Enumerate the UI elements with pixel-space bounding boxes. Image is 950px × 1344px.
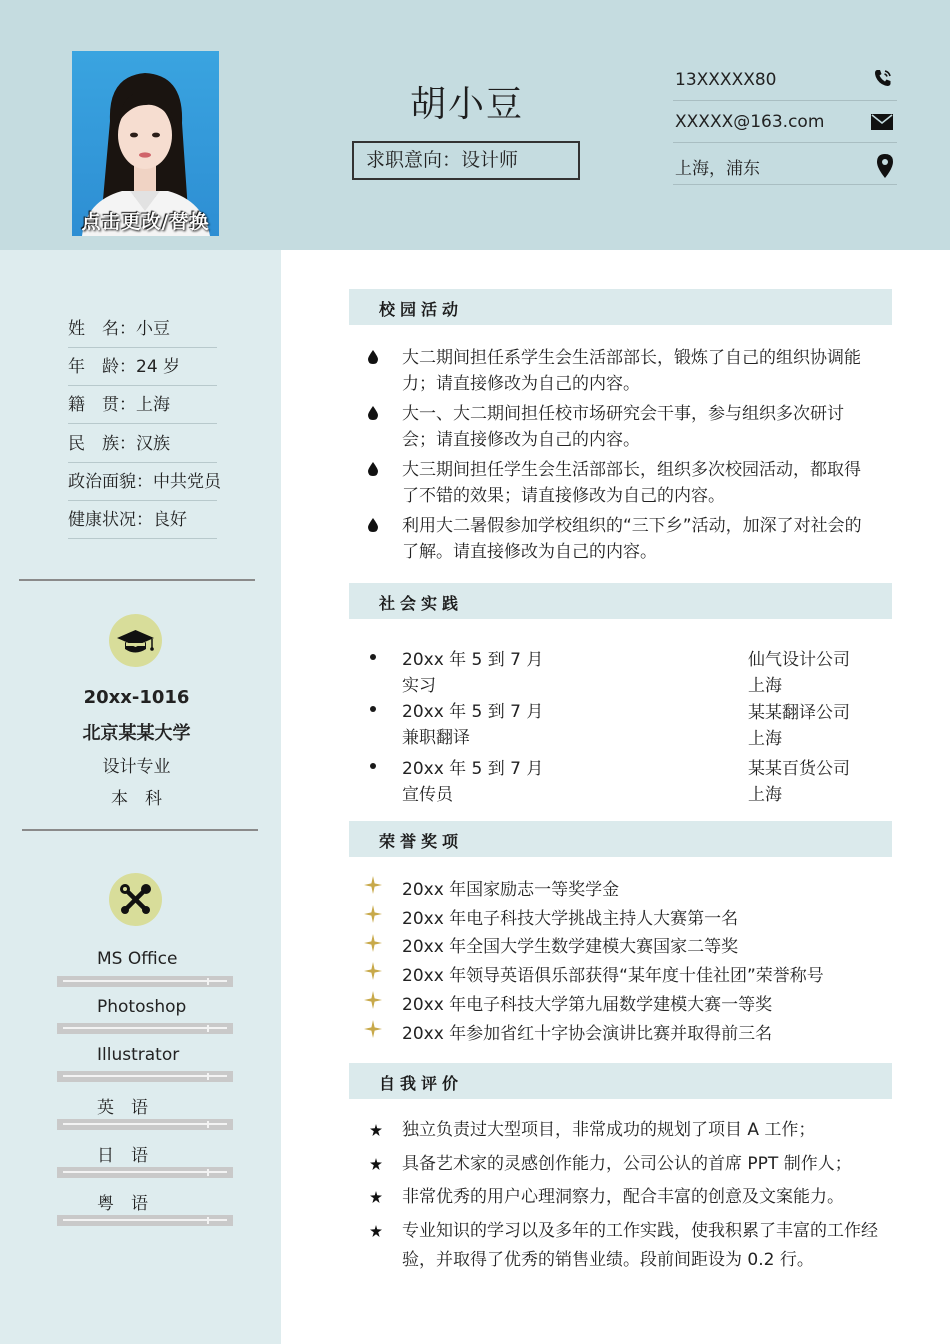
mail-icon [871, 114, 893, 135]
drop-bullet-icon [368, 406, 378, 420]
skill-level-knob [207, 1169, 209, 1176]
skill-name: 日 语 [97, 1146, 148, 1166]
photo-change-caption[interactable]: 点击更改/替换 [81, 211, 210, 233]
section-header-honors [349, 821, 892, 857]
skill-level-bar [57, 1119, 233, 1130]
asterisk-bullet-icon [370, 1158, 382, 1170]
skill-level-knob [207, 1025, 209, 1032]
skill-name: 英 语 [97, 1098, 148, 1118]
info-health: 健康状况：良好 [68, 500, 217, 539]
contact-location-row [673, 142, 897, 185]
practice-bullet [370, 654, 376, 660]
skill-name: 粤 语 [97, 1194, 148, 1214]
section-title: 社会实践 [379, 594, 464, 613]
skill-name: Photoshop [97, 997, 187, 1017]
self-eval-item: 独立负责过大型项目，非常成功的规划了项目 A 工作； [402, 1120, 816, 1140]
honor-item: 20xx 年国家励志一等奖学金 [402, 880, 620, 900]
practice-company: 某某翻译公司 [748, 703, 850, 723]
section-header-campus [349, 289, 892, 325]
drop-bullet-icon [368, 462, 378, 476]
star-bullet-icon [364, 991, 382, 1009]
info-age: 年 龄：24 岁 [68, 347, 217, 386]
skill-level-bar [57, 976, 233, 987]
skill-level-knob [207, 978, 209, 985]
tools-icon [109, 873, 162, 926]
skill-name: Illustrator [97, 1045, 180, 1065]
section-header-self-eval [349, 1063, 892, 1099]
practice-city: 上海 [748, 785, 782, 805]
contact-phone-text: 13XXXXX80 [675, 70, 777, 90]
practice-period: 20xx 年 5 到 7 月 [402, 702, 544, 722]
drop-bullet-icon [368, 518, 378, 532]
contact-email-row [673, 100, 897, 143]
honor-item: 20xx 年全国大学生数学建模大赛国家二等奖 [402, 937, 739, 957]
asterisk-bullet-icon [370, 1124, 382, 1136]
info-name: 姓 名：小豆 [68, 309, 217, 348]
contact-phone-row [673, 58, 897, 101]
practice-period: 20xx 年 5 到 7 月 [402, 650, 544, 670]
practice-role: 兼职翻译 [402, 728, 470, 748]
section-title: 自我评价 [379, 1074, 464, 1093]
phone-icon [873, 68, 893, 93]
practice-company: 某某百货公司 [748, 759, 850, 779]
honor-item: 20xx 年参加省红十字协会演讲比赛并取得前三名 [402, 1024, 773, 1044]
asterisk-bullet-icon [370, 1225, 382, 1237]
graduation-cap-icon [109, 614, 162, 667]
sidebar-divider [22, 829, 258, 831]
asterisk-bullet-icon [370, 1191, 382, 1203]
self-eval-item: 专业知识的学习以及多年的工作实践，使我积累了丰富的工作经验，并取得了优秀的销售业绩。段前间距设为 0.2 行。 [402, 1221, 878, 1270]
section-header-practice [349, 583, 892, 619]
education-period: 20xx-1016 [83, 687, 190, 708]
info-ethnicity: 民 族：汉族 [68, 424, 217, 463]
skill-level-bar [57, 1023, 233, 1034]
header-band [0, 0, 950, 250]
honor-item: 20xx 年电子科技大学第九届数学建模大赛一等奖 [402, 995, 773, 1015]
star-bullet-icon [364, 1020, 382, 1038]
info-political-status: 政治面貌：中共党员 [68, 462, 217, 501]
campus-item: 利用大二暑假参加学校组织的“三下乡”活动，加深了对社会的了解。请直接修改为自己的内容。 [402, 516, 862, 562]
drop-bullet-icon [368, 350, 378, 364]
campus-item: 大一、大二期间担任校市场研究会干事，参与组织多次研讨会；请直接修改为自己的内容。 [402, 404, 844, 450]
star-bullet-icon [364, 934, 382, 952]
education-degree: 本 科 [111, 789, 162, 809]
honor-item: 20xx 年领导英语俱乐部获得“某年度十佳社团”荣誉称号 [402, 966, 824, 986]
section-title: 荣誉奖项 [379, 832, 464, 851]
star-bullet-icon [364, 876, 382, 894]
skill-level-knob [207, 1217, 209, 1224]
practice-period: 20xx 年 5 到 7 月 [402, 759, 544, 779]
job-intention-box: 求职意向：设计师 [352, 141, 580, 180]
contact-email-text: XXXXX@163.com [675, 112, 825, 132]
contact-location-text: 上海，浦东 [675, 159, 760, 179]
profile-photo[interactable] [72, 51, 219, 236]
practice-bullet [370, 763, 376, 769]
skill-level-knob [207, 1121, 209, 1128]
practice-bullet [370, 706, 376, 712]
sidebar-divider [19, 579, 255, 581]
campus-item: 大二期间担任系学生会生活部部长，锻炼了自己的组织协调能力；请直接修改为自己的内容。 [402, 348, 861, 394]
star-bullet-icon [364, 905, 382, 923]
campus-item: 大三期间担任学生会生活部部长，组织多次校园活动，都取得了不错的效果；请直接修改为自己的内容。 [402, 460, 861, 506]
skill-level-bar [57, 1215, 233, 1226]
practice-role: 宣传员 [402, 785, 453, 805]
practice-role: 实习 [402, 676, 436, 696]
info-hometown: 籍 贯：上海 [68, 385, 217, 424]
section-title: 校园活动 [379, 300, 464, 319]
location-pin-icon [877, 154, 893, 183]
practice-city: 上海 [748, 676, 782, 696]
practice-company: 仙气设计公司 [748, 650, 850, 670]
skill-level-bar [57, 1167, 233, 1178]
education-major: 设计专业 [102, 757, 171, 777]
self-eval-item: 非常优秀的用户心理洞察力，配合丰富的创意及文案能力。 [402, 1187, 844, 1207]
education-school: 北京某某大学 [82, 723, 191, 744]
skill-level-knob [207, 1073, 209, 1080]
candidate-name: 胡小豆 [409, 84, 524, 125]
honor-item: 20xx 年电子科技大学挑战主持人大赛第一名 [402, 909, 739, 929]
skill-level-bar [57, 1071, 233, 1082]
self-eval-item: 具备艺术家的灵感创作能力，公司公认的首席 PPT 制作人； [402, 1154, 852, 1174]
skill-name: MS Office [97, 949, 178, 969]
star-bullet-icon [364, 962, 382, 980]
practice-city: 上海 [748, 729, 782, 749]
